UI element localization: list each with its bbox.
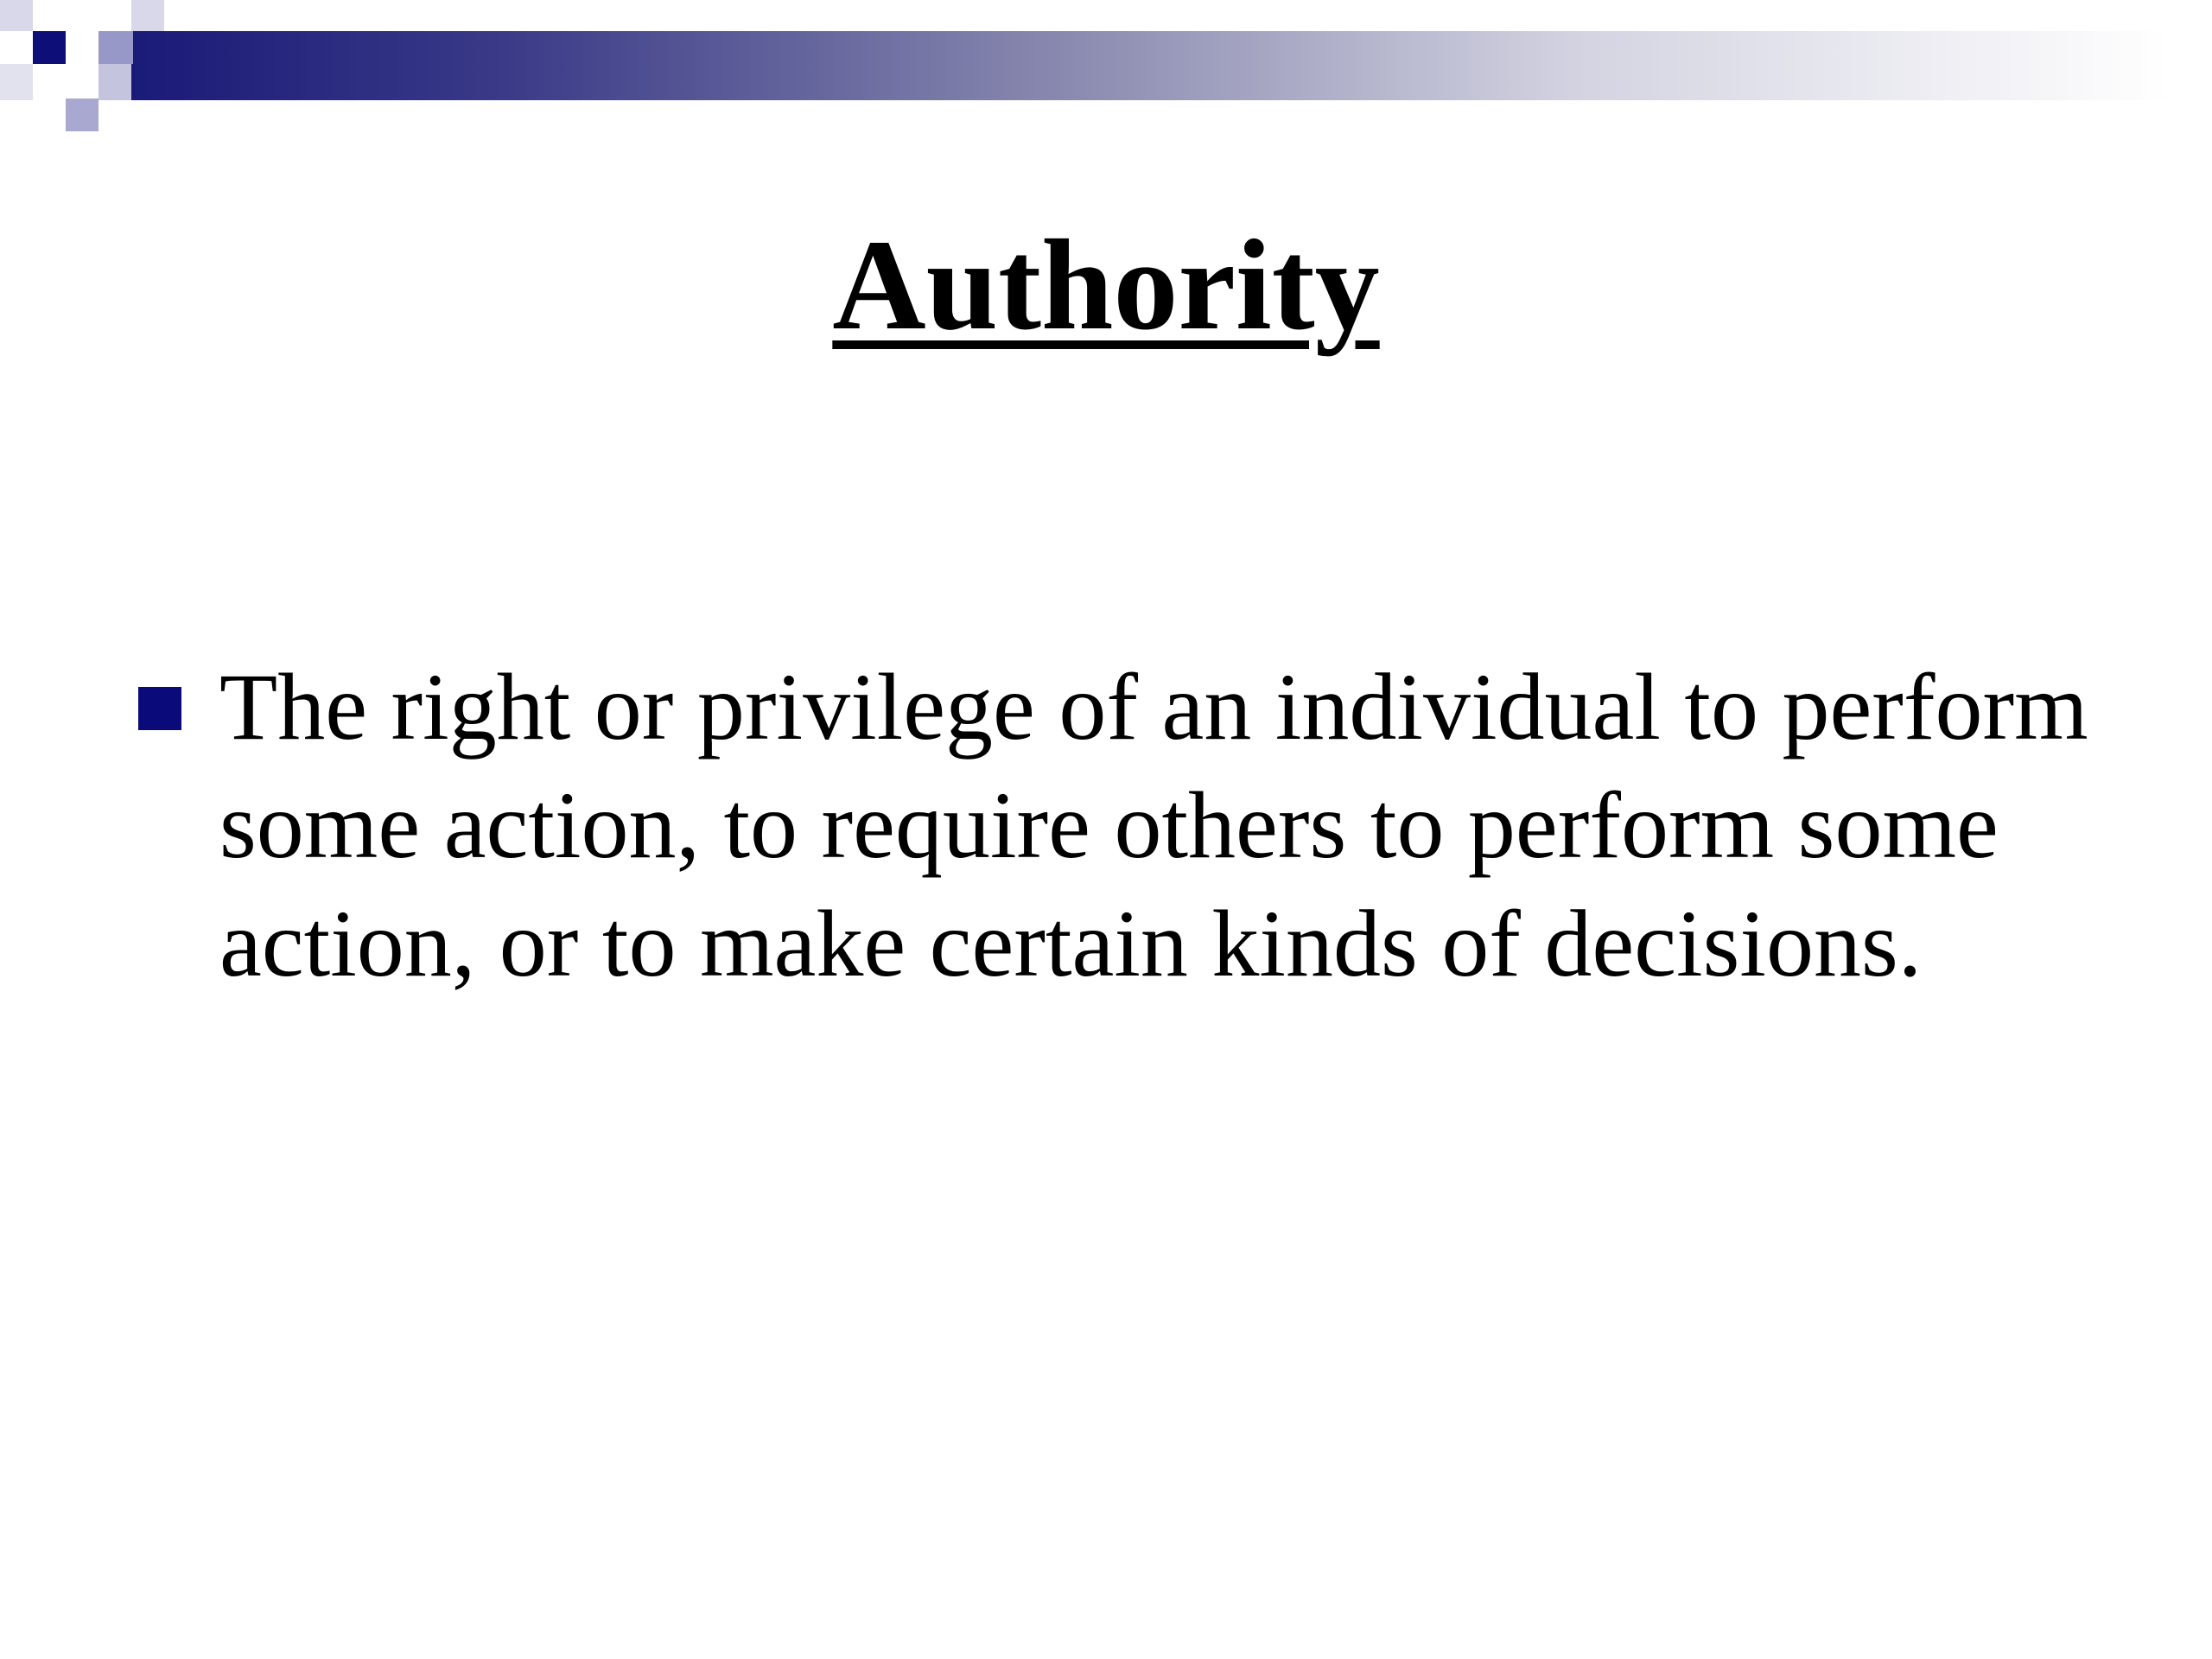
- header-square: [131, 0, 164, 31]
- header-square: [99, 0, 131, 31]
- header-square: [99, 64, 131, 100]
- header-square: [0, 64, 33, 100]
- square-bullet-icon: [138, 687, 181, 730]
- header-square: [33, 64, 66, 100]
- bullet-text: The right or privilege of an individual to perform some action, to require others to perform some action, or to make certain kinds of decisions.: [219, 654, 2088, 996]
- header-square: [66, 99, 99, 131]
- header-square: [0, 0, 33, 31]
- header-square: [66, 31, 99, 64]
- slide-title: [0, 207, 2212, 363]
- slide-title-text: Authority: [832, 213, 1380, 357]
- header-square: [99, 31, 133, 64]
- header-square: [33, 31, 66, 64]
- bullet-item: [138, 648, 2126, 1003]
- header-gradient-bar: [130, 31, 2212, 100]
